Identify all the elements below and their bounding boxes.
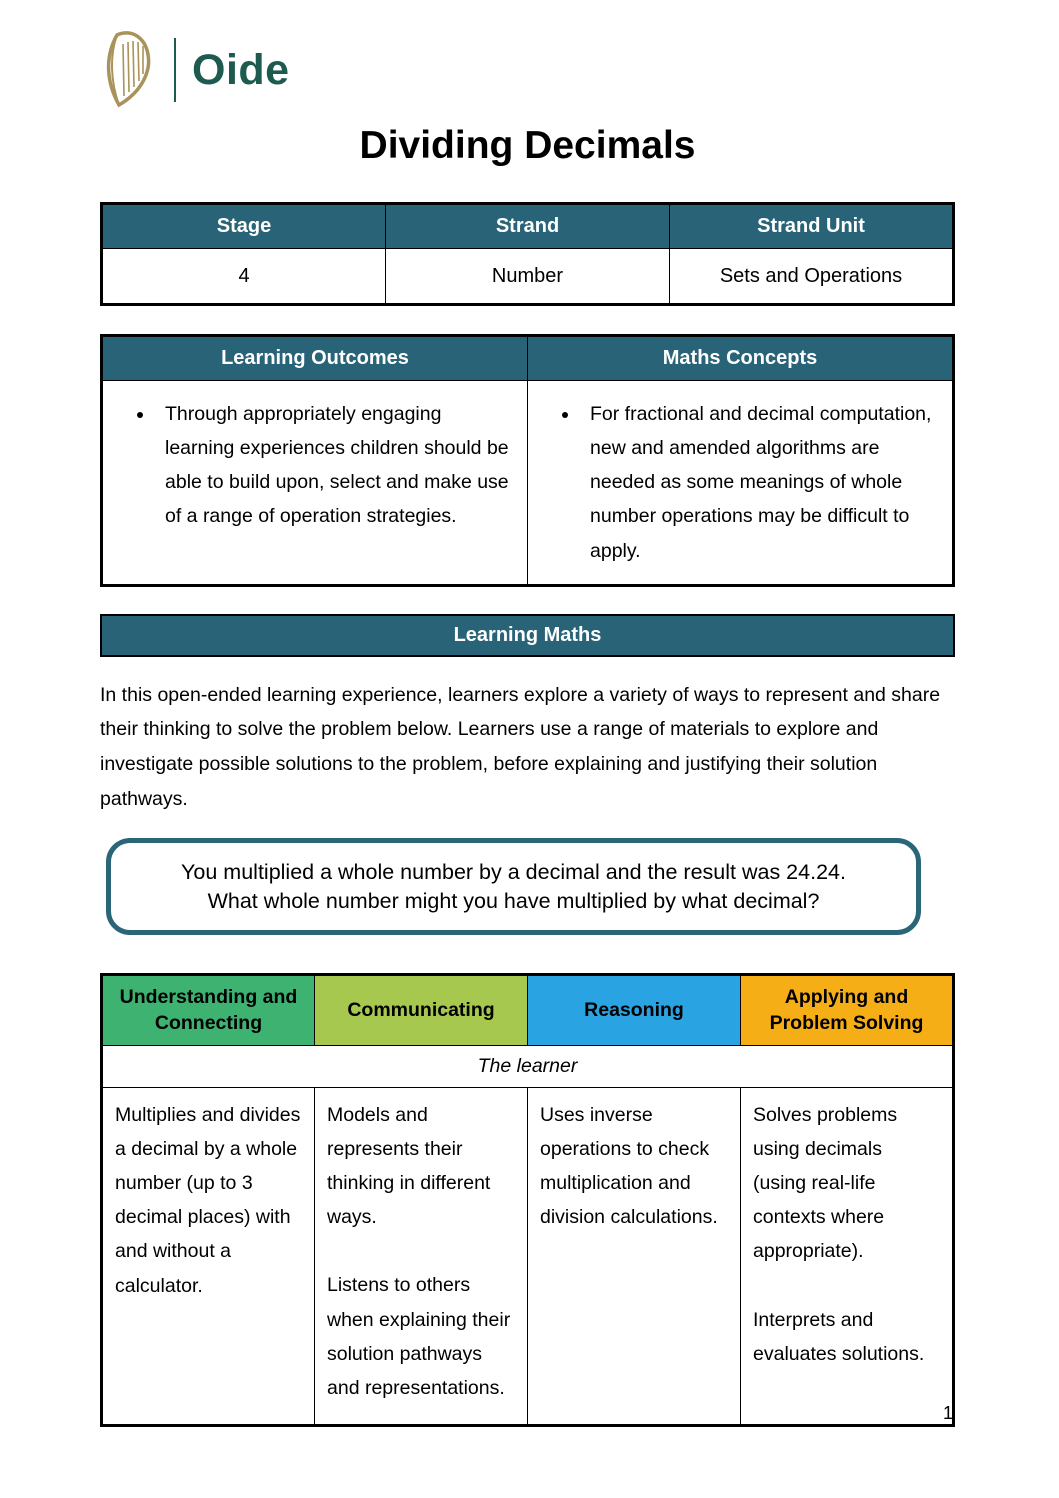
logo	[100, 30, 955, 110]
page-number: 1	[942, 1403, 953, 1423]
column-header-reasoning: Reasoning	[528, 975, 741, 1046]
strand-unit-value: Sets and Operations	[670, 249, 954, 305]
learning-outcomes-bullet: • Through appropriately engaging learning experiences children should be able to build upon, select and make use of a range of operation strategies.	[155, 397, 511, 534]
table-row	[102, 381, 954, 586]
skills-table	[100, 973, 955, 1427]
stage-value: 4	[102, 249, 386, 305]
column-header-strand-unit: Strand Unit	[670, 204, 954, 249]
problem-question-box	[106, 838, 921, 935]
subheader-row	[102, 1045, 954, 1087]
column-header-understanding-connecting: Understanding and Connecting	[102, 975, 315, 1046]
cell-paragraph: Uses inverse operations to check multiplication and division calculations.	[540, 1103, 718, 1229]
column-header-applying-problem-solving: Applying and Problem Solving	[741, 975, 954, 1046]
table-row	[102, 249, 954, 305]
question-line-2: What whole number might you have multiplied by what decimal?	[207, 888, 820, 913]
column-header-communicating: Communicating	[315, 975, 528, 1046]
communicating-cell	[315, 1087, 528, 1425]
page-title: Dividing Decimals	[359, 124, 696, 167]
column-header-stage: Stage	[102, 204, 386, 249]
understanding-connecting-cell	[102, 1087, 315, 1425]
column-header-maths-concepts: Maths Concepts	[528, 336, 954, 381]
applying-problem-solving-cell	[741, 1087, 954, 1425]
intro-paragraph: In this open-ended learning experience, learners explore a variety of ways to represent and share their thinking to solve the problem below. Learners use a range of materials to explore and investigate possible solutions to the problem, before explaining and justifying their solution pathways.	[100, 683, 941, 810]
outcomes-concepts-table	[100, 334, 955, 587]
table-header-row	[102, 336, 954, 381]
the-learner-label: The learner	[102, 1045, 954, 1087]
stage-strand-table	[100, 202, 955, 306]
cell-paragraph: Models and represents their thinking in different ways.	[327, 1103, 491, 1229]
question-line-1: You multiplied a whole number by a decimal and the result was 24.24.	[181, 860, 846, 885]
maths-concepts-bullet: • For fractional and decimal computation, new and amended algorithms are needed as some meanings of whole number operations may be difficult to apply.	[580, 397, 936, 568]
column-header-learning-outcomes: Learning Outcomes	[102, 336, 528, 381]
learning-maths-banner: Learning Maths	[100, 614, 955, 657]
maths-concepts-cell	[528, 381, 954, 586]
cell-paragraph: Multiplies and divides a decimal by a whole number (up to 3 decimal places) with and without a calculator.	[115, 1103, 301, 1297]
column-header-strand: Strand	[386, 204, 670, 249]
harp-icon	[100, 30, 162, 110]
learning-outcomes-cell	[102, 381, 528, 586]
cell-paragraph: Solves problems using decimals (using real-life contexts where appropriate).	[753, 1103, 898, 1263]
table-header-row	[102, 204, 954, 249]
logo-divider	[174, 38, 176, 102]
cell-paragraph: Interprets and evaluates solutions.	[753, 1308, 925, 1365]
strand-value: Number	[386, 249, 670, 305]
brand-name: Oide	[192, 45, 290, 94]
cell-paragraph: Listens to others when explaining their solution pathways and representations.	[327, 1274, 511, 1399]
table-header-row	[102, 975, 954, 1046]
reasoning-cell	[528, 1087, 741, 1425]
table-row	[102, 1087, 954, 1425]
